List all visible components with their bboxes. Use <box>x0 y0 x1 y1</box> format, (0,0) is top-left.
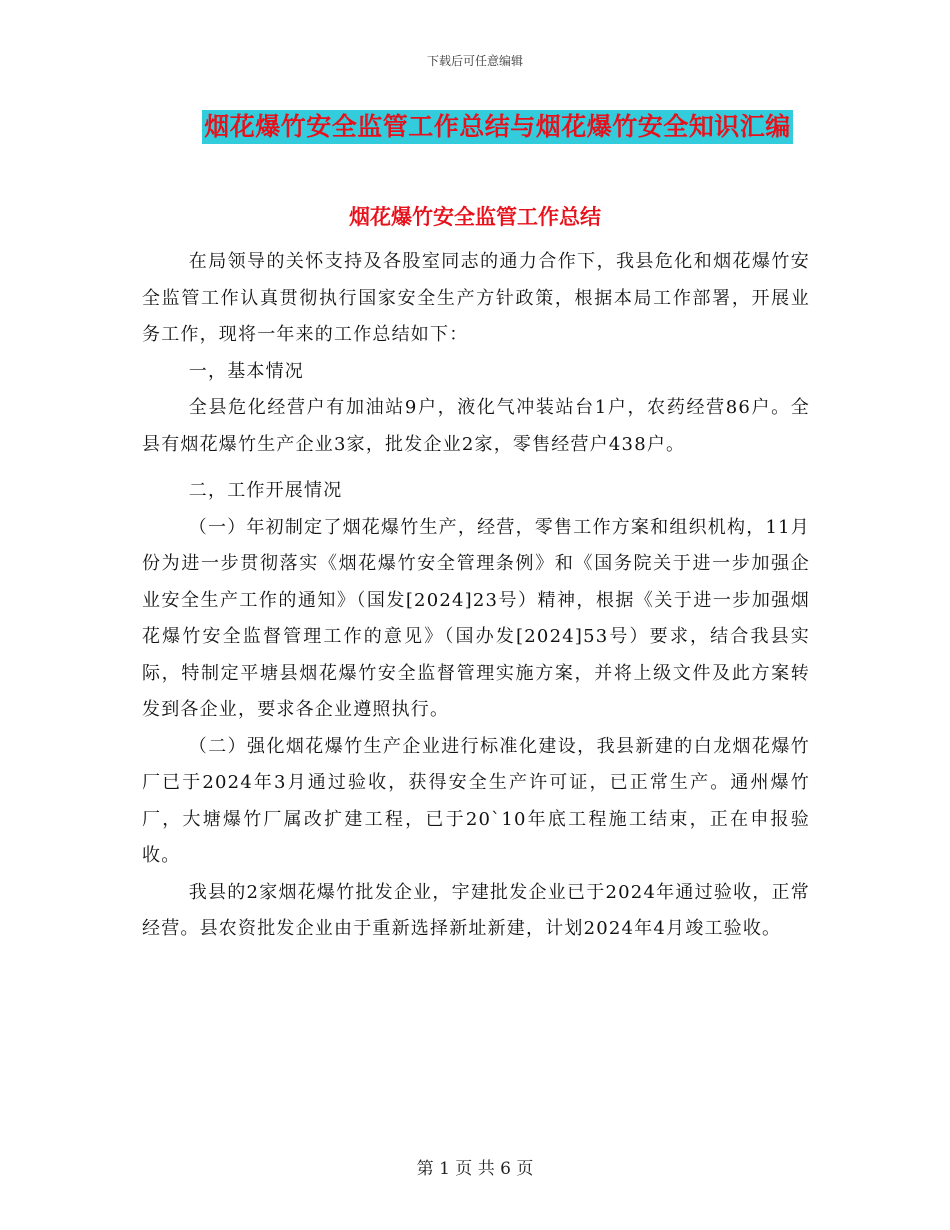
paragraph-work-2: （二）强化烟花爆竹生产企业进行标准化建设，我县新建的白龙烟花爆竹厂已于2024年3月通过验收，获得安全生产许可证，已正常生产。通州爆竹厂，大塘爆竹厂属改扩建工程，已于20`10年底工程施工结束，正在申报验收。 <box>142 735 810 866</box>
paragraph-work-3: 我县的2家烟花爆竹批发企业，宇建批发企业已于2024年通过验收，正常经营。县农资批发企业由于重新选择新址新建，计划2024年4月竣工验收。 <box>142 881 810 939</box>
heading-basic-situation: 一，基本情况 <box>188 360 304 382</box>
document-body <box>142 244 810 948</box>
paragraph-work-1: （一）年初制定了烟花爆竹生产，经营，零售工作方案和组织机构，11月份为进一步贯彻落实《烟花爆竹安全管理条例》和《国务院关于进一步加强企业安全生产工作的通知》（国发[2024]23号）精神，根据《关于进一步加强烟花爆竹安全监督管理工作的意见》（国办发[2024]53号）要求，结合我县实际，特制定平塘县烟花爆竹安全监督管理实施方案，并将上级文件及此方案转发到各企业，要求各企业遵照执行。 <box>142 516 810 720</box>
paragraph-intro: 在局领导的关怀支持及各股室同志的通力合作下，我县危化和烟花爆竹安全监管工作认真贯彻执行国家安全生产方针政策，根据本局工作部署，开展业务工作，现将一年来的工作总结如下： <box>142 251 810 345</box>
main-title-wrap <box>0 110 950 144</box>
page-footer: 第 1 页 共 6 页 <box>416 1159 534 1179</box>
paragraph-basic-situation: 全县危化经营户有加油站9户，液化气冲装站台1户，农药经营86户。全县有烟花爆竹生产企业3家，批发企业2家，零售经营户438户。 <box>142 397 810 455</box>
main-title: 烟花爆竹安全监管工作总结与烟花爆竹安全知识汇编 <box>202 110 793 144</box>
header-note: 下载后可任意编辑 <box>426 54 523 68</box>
heading-work-progress: 二，工作开展情况 <box>188 480 343 501</box>
section-title: 烟花爆竹安全监管工作总结 <box>349 204 601 229</box>
